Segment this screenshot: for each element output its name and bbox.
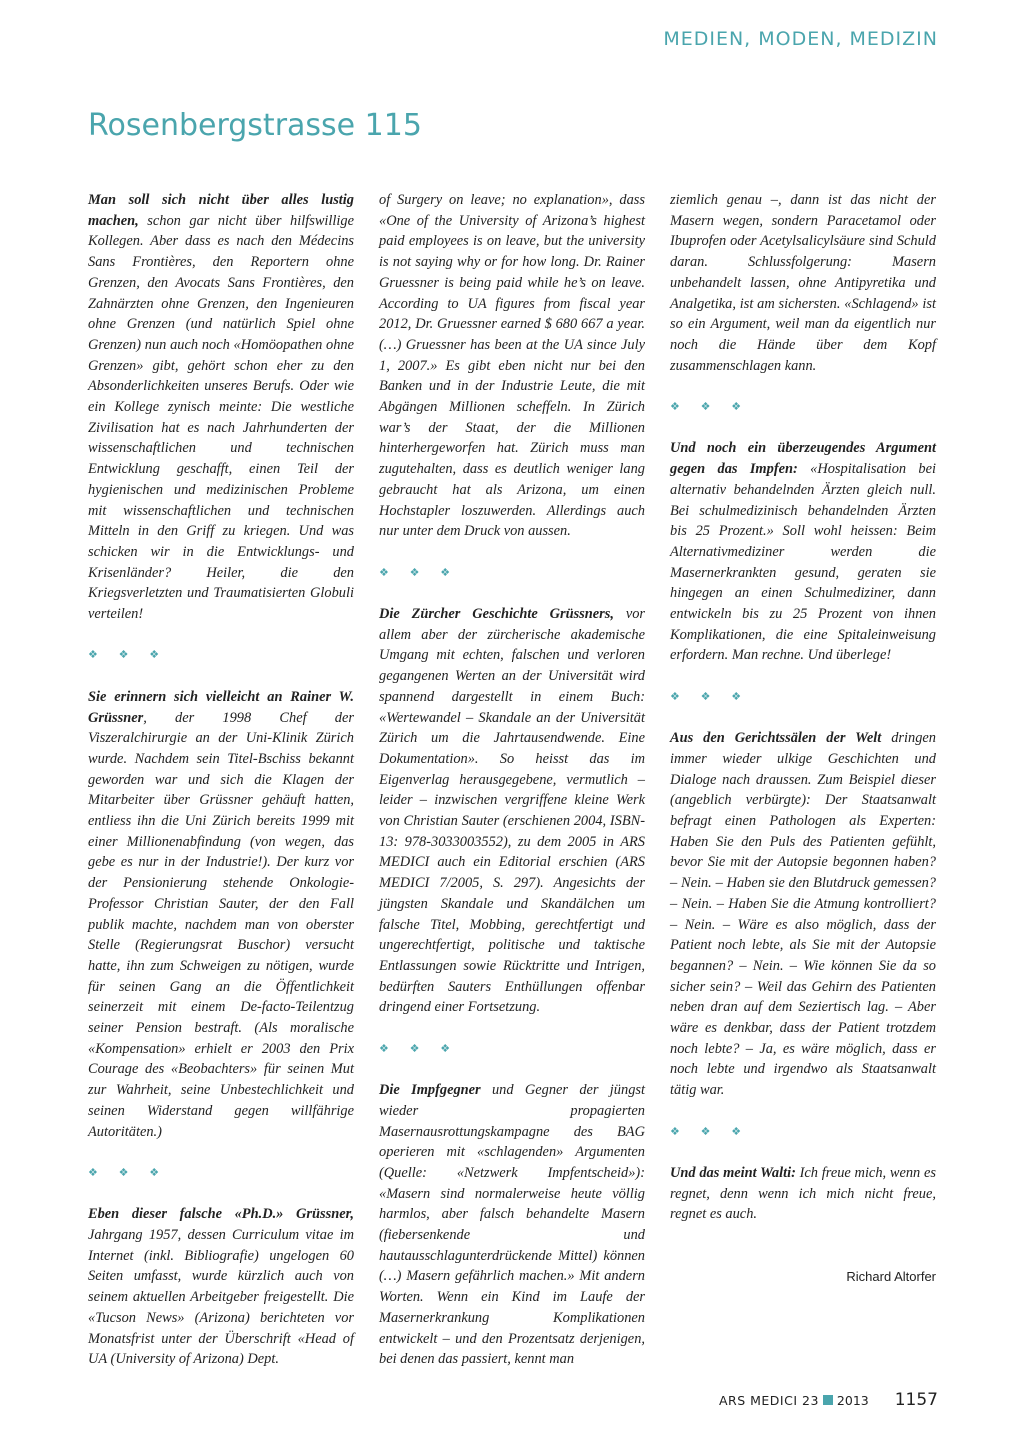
section-divider: ❖ ❖ ❖ bbox=[379, 1042, 460, 1055]
paragraph-3-continued: of Surgery on leave; no explanation», dass «One of the University of Arizona’s highest paid employees is on leave, but the university is not saying why or for how long. Dr. Rainer Gruessner is being paid while he’s on leave. According to UA figures from fiscal year 2012, Dr. Gruessner earned $ 680 667 a year. (…) Gruessner has been at the UA since July 1, 2007.» Es gibt eben nicht nur bei den Banken und in der Industrie Leute, die mit Abgängen Millionen scheffeln. In Zürich war’s der Staat, der die Millionen hinterhergeworfen hat. Zürich muss man zugutehalten, dass es deutlich weniger lang gebraucht hat als Arizona, um einen Hochstapler loszuwerden. Allerdings auch nur unter dem Druck von aussen. bbox=[379, 192, 645, 540]
paragraph-text: , der 1998 Chef der Viszeralchirurgie an der Uni-Klinik Zürich wurde. Nachdem sein Titel-Bschiss bekannt geworden war und sich die Klagen der Mitarbeiter über Grüssner gehäuft hatten, entliess ihn die Uni Zürich bereits 1999 mit einer Millionenabfindung (von wegen, das gebe es nur in der Industrie!). Der kurz vor der Pensionierung stehende Onkologie-Professor Christian Sauter, der den Fall publik machte, nachdem man von oberster Stelle (Regierungsrat Buschor) versucht hatte, ihn zum Schweigen zu nötigen, wurde für seinen Gang an die Öffentlichkeit seinerzeit mit einem De-facto-Teilentzug seiner Pension bestraft. (Als moralische «Kompensation» erhielt er 2003 den Prix Courage des «Beobachters» für seinen Mut zur Wahrheit, seine Unbestechlichkeit und seinen Widerstand gegen willfährige Autoritäten.) bbox=[88, 709, 354, 1140]
paragraph-2 bbox=[88, 687, 354, 1142]
paragraph-text: vor allem aber der zürcherische akademische Umgang mit echten, falschen und verloren gegangenen Werten an der Universität wird spannend dargestellt in einem Buch: «Wertewandel – Skandale an der Universität Zürich um die Jahrtausendwende. Eine Dokumentation». So heisst das im Eigenverlag herausgegebene, vermutlich – leider – inzwischen vergriffene kleine Werk von Christian Sauter (erschienen 2004, ISBN-13: 978-3033003552), zu dem 2005 in ARS MEDICI auch ein Editorial erschien (ARS MEDICI 7/2005, S. 297). Angesichts der jüngsten Skandale und Skandälchen um falsche Titel, Mobbing, gerechtfertigt und ungerechtfertigt, politische und taktische Entlassungen sowie Rücktritte und Intrigen, bedürften Sauters Enthüllungen offenbar dringend einer Fortsetzung. bbox=[379, 606, 645, 1016]
page-number: 1157 bbox=[894, 1390, 938, 1410]
section-label: MEDIEN, MODEN, MEDIZIN bbox=[663, 28, 938, 50]
paragraph-lead: Aus den Gerichtssälen der Welt bbox=[670, 730, 882, 747]
paragraph-1 bbox=[88, 190, 354, 625]
page-title: Rosenbergstrasse 115 bbox=[88, 108, 422, 143]
paragraph-lead: Und das meint Walti: bbox=[670, 1164, 796, 1181]
section-divider: ❖ ❖ ❖ bbox=[670, 690, 751, 703]
paragraph-8 bbox=[670, 1163, 936, 1225]
section-divider: ❖ ❖ ❖ bbox=[670, 401, 751, 414]
square-icon bbox=[823, 1395, 833, 1405]
section-divider: ❖ ❖ ❖ bbox=[379, 566, 460, 579]
paragraph-lead: Die Zürcher Geschichte Grüssners, bbox=[379, 606, 614, 623]
paragraph-lead: Und noch ein überzeugendes Argument gegen das Impfen: bbox=[670, 440, 936, 478]
paragraph-lead: Die Impfgegner bbox=[379, 1082, 481, 1099]
section-divider: ❖ ❖ ❖ bbox=[88, 1166, 169, 1179]
paragraph-text: und Gegner der jüngst wieder propagierten Masernausrottungskampagne des BAG operieren mit «schlagenden» Argumenten (Quelle: «Netzwerk Impfentscheid»): «Masern sind normalerweise heute völlig harmlos, aber falsch behandelte Masern (fiebersenkende und hautausschlagunterdrückende Mittel) können (…) Masern gefährlich machen.» Mit andern Worten. Wenn ein Kind im Laufe der Masernerkrankung Komplikationen entwickelt – und den Prozentsatz derjenigen, bei denen das passiert, kennt man bbox=[379, 1082, 645, 1368]
section-divider: ❖ ❖ ❖ bbox=[88, 649, 169, 662]
paragraph-text: Ich freue mich, wenn es regnet, denn wenn ich mich nicht freue, regnet es auch. bbox=[670, 1164, 936, 1223]
paragraph-text: Jahrgang 1957, dessen Curriculum vitae im Internet (inkl. Bibliografie) ungelogen 60 Seiten umfasst, wurde kürzlich auch von seinem aktuellen Arbeitgeber freigestellt. Die «Tucson News» (Arizona) berichteten vor Monatsfrist unter der Überschrift «Head of UA (University of Arizona) Dept. bbox=[88, 1227, 354, 1368]
paragraph-lead: Man soll sich nicht über alles lustig machen, bbox=[88, 192, 354, 229]
paragraph-3 bbox=[88, 1204, 354, 1370]
journal-year: 2013 bbox=[836, 1393, 869, 1408]
paragraph-4 bbox=[379, 604, 645, 1018]
paragraph-text: «Hospitalisation bei alternativ behandelnden Ärzten gleich null. Bei schulmedizinisch behandelnden Ärzten bis 25 Prozent.» Soll wohl heissen: Beim Alternativmediziner werden die Masernerkrankten gesund, geraten sie hingegen an einen Schulmediziner, dann entwickeln bis zu 25 Prozent von ihnen Komplikationen, die eine Spitaleinweisung erfordern. Man rechne. Und überlege! bbox=[670, 461, 936, 664]
article-column-3 bbox=[670, 190, 936, 1288]
journal-name: ARS MEDICI 23 bbox=[718, 1393, 819, 1408]
article-column-1 bbox=[88, 190, 354, 1370]
paragraph-5-continued: ziemlich genau –, dann ist das nicht der Masern wegen, sondern Paracetamol oder Ibuprofen oder Acetylsalicylsäure sind Schuld daran. Schlussfolgerung: Masern unbehandelt lassen, ohne Antipyretika und Analgetika, ist am sichersten. «Schlagend» ist so ein Argument, weil man da eigentlich nur noch die Hände über dem Kopf zusammenschlagen kann. bbox=[670, 192, 936, 374]
paragraph-7 bbox=[670, 728, 936, 1101]
page-footer bbox=[719, 1390, 938, 1410]
author-name: Richard Altorfer bbox=[846, 1269, 936, 1285]
paragraph-5 bbox=[379, 1080, 645, 1370]
paragraph-text: schon gar nicht über hilfswillige Kollegen. Aber dass es nach den Médecins Sans Frontières, den Reportern ohne Grenzen, den Avocats Sans Frontières, den Zahnärzten ohne Grenzen, den Ingenieuren ohne Grenzen (und natürlich Spiel ohne Grenzen) nun auch noch «Homöopathen ohne Grenzen» gibt, gehört schon eher zu den Absonderlichkeiten unseres Berufs. Oder wie ein Kollege zynisch meinte: Die westliche Zivilisation hat es nach Jahrhunderten der wissenschaftlichen und technischen Entwicklung geschafft, einen Teil der hygienischen und medizinischen Probleme mit wissenschaftlichen und technischen Mitteln in den Griff zu kriegen. Und was schicken wir in die Entwicklungs- und Krisenländer? Heiler, die den Kriegsverletzten und Traumatisierten Globuli verteilen! bbox=[88, 212, 354, 623]
section-divider: ❖ ❖ ❖ bbox=[670, 1125, 751, 1138]
paragraph-6 bbox=[670, 438, 936, 666]
paragraph-text: dringen immer wieder ulkige Geschichten und Dialoge nach draussen. Zum Beispiel dieser (angeblich verbürgte): Der Staatsanwalt befragt einen Pathologen als Experten: Haben Sie den Puls des Patienten gefühlt, bevor Sie mit der Autopsie begonnen haben? – Nein. – Haben sie den Blutdruck gemessen? – Nein. – Haben Sie die Atmung kontrolliert? – Nein. – Wäre es also möglich, dass der Patient noch lebte, als Sie mit der Autopsie begannen? – Nein. – Wie können Sie da so sicher sein? – Weil das Gehirn des Patienten neben dran auf dem Seziertisch lag. – Aber wäre es denkbar, dass der Patient trotzdem noch lebte? – Ja, es wäre möglich, dass er noch lebte und irgendwo als Staatsanwalt tätig war. bbox=[670, 730, 937, 1099]
paragraph-lead: Eben dieser falsche «Ph.D.» Grüssner, bbox=[88, 1206, 354, 1223]
paragraph-lead: Sie erinnern sich vielleicht an Rainer W. Grüssner bbox=[88, 688, 354, 726]
article-column-2 bbox=[379, 190, 645, 1370]
